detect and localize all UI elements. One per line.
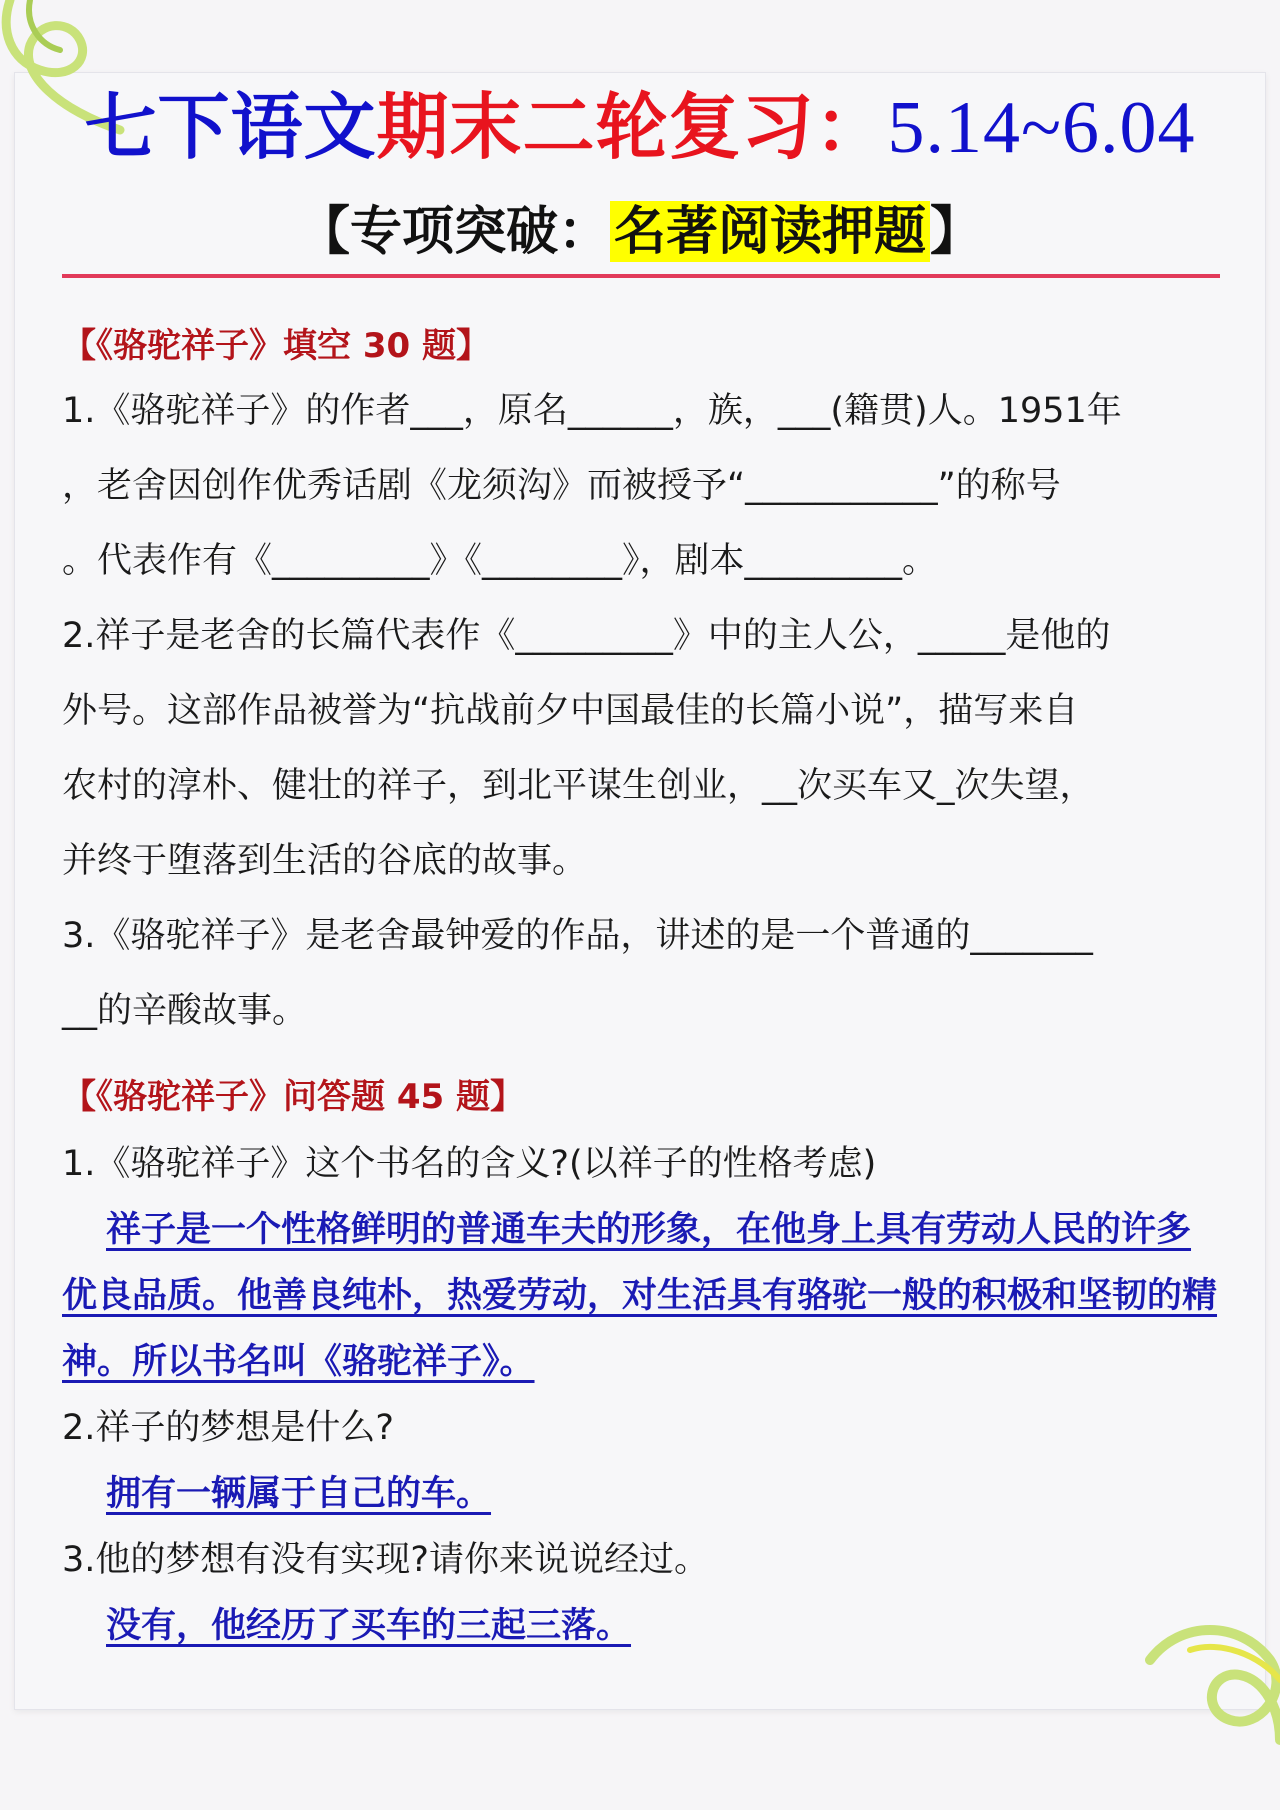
fill-blank-line: 2.祥子是老舍的长篇代表作《_________》中的主人公，_____是他的 <box>62 616 1111 656</box>
title-grade-subject: 七下语文 <box>84 84 377 169</box>
qa-answer-3 <box>62 1593 1222 1659</box>
qa-answer-3-text: 没有，他经历了买车的三起三落。 <box>106 1606 632 1646</box>
fill-blank-line: 并终于堕落到生活的谷底的故事。 <box>62 841 588 881</box>
content-body <box>62 318 1222 1659</box>
section-qa-title: 【《骆驼祥子》问答题 45 题】 <box>62 1077 524 1117</box>
section-fill-blank-title: 【《骆驼祥子》填空 30 题】 <box>62 326 490 366</box>
title-divider <box>62 274 1220 278</box>
page-title <box>0 82 1280 173</box>
subtitle-close: 】 <box>930 201 983 262</box>
subtitle-open: 【专项突破： <box>297 201 610 262</box>
fill-blank-questions <box>62 374 1222 1049</box>
fill-blank-line: 。代表作有《_________》《________》，剧本_________。 <box>62 541 938 581</box>
page-subtitle <box>0 196 1280 268</box>
qa-question-2: 2.祥子的梦想是什么? <box>62 1408 394 1448</box>
subtitle-highlight: 名著阅读押题 <box>610 201 930 262</box>
qa-answer-1-text: 祥子是一个性格鲜明的普通车夫的形象，在他身上具有劳动人民的许多优良品质。他善良纯朴，热爱劳动，对生活具有骆驼一般的积极和坚韧的精神。所以书名叫《骆驼祥子》。 <box>62 1210 1218 1382</box>
title-review-phase: 期末二轮复习： <box>376 84 888 169</box>
qa-question-3: 3.他的梦想有没有实现?请你来说说经过。 <box>62 1540 709 1580</box>
title-date-range: 5.14~6.04 <box>887 87 1196 169</box>
qa-question-1: 1.《骆驼祥子》这个书名的含义?(以祥子的性格考虑) <box>62 1144 877 1184</box>
fill-blank-line: 1.《骆驼祥子》的作者___，原名______，族，___(籍贯)人。1951年 <box>62 391 1122 431</box>
qa-answer-2-text: 拥有一辆属于自己的车。 <box>106 1474 492 1514</box>
fill-blank-line: 外号。这部作品被誉为“抗战前夕中国最佳的长篇小说”，描写来自 <box>62 691 1079 731</box>
fill-blank-line: __的辛酸故事。 <box>62 991 308 1031</box>
fill-blank-line: 3.《骆驼祥子》是老舍最钟爱的作品，讲述的是一个普通的_______ <box>62 916 1093 956</box>
fill-blank-line: 农村的淳朴、健壮的祥子，到北平谋生创业，__次买车又_次失望， <box>62 766 1095 806</box>
qa-answer-2 <box>62 1461 1222 1527</box>
fill-blank-line: ，老舍因创作优秀话剧《龙须沟》而被授予“___________”的称号 <box>62 466 1061 506</box>
qa-answer-1 <box>62 1197 1222 1395</box>
